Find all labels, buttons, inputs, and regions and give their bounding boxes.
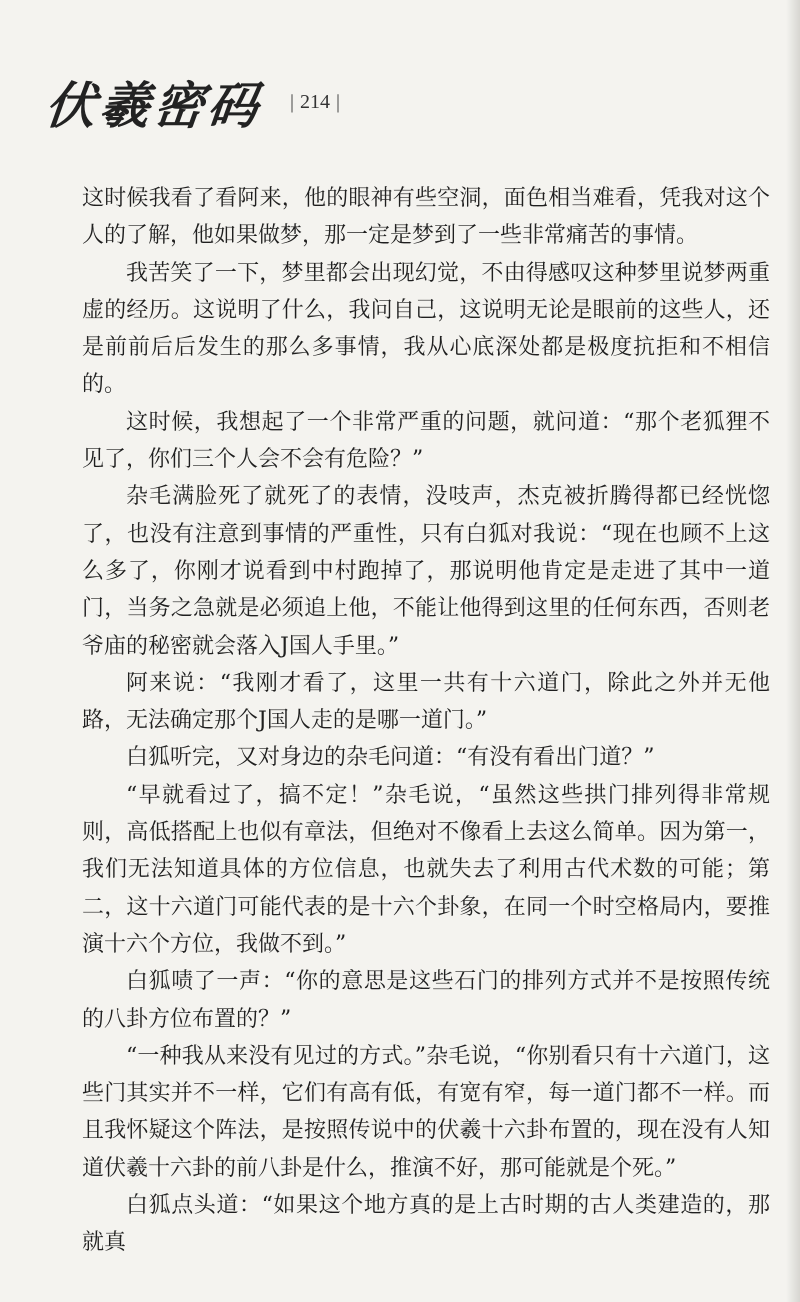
page-number-value: 214 (300, 90, 331, 113)
page-number-divider-right: | (336, 90, 341, 113)
page-header (42, 66, 346, 138)
body-text (82, 180, 770, 1262)
page-number-divider-left: | (290, 90, 295, 113)
paragraph: 白狐点头道：“如果这个地方真的是上古时期的古人类建造的，那就真 (82, 1193, 770, 1256)
paragraph: 我苦笑了一下，梦里都会出现幻觉，不由得感叹这种梦里说梦两重虚的经历。这说明了什么，我问自己，这说明无论是眼前的这些人，还是前前后后发生的那么多事情，我从心底深处都是极度抗拒和不相信的。 (82, 260, 770, 398)
page-edge-shadow (786, 0, 800, 1302)
paragraph: 这时候我看了看阿来，他的眼神有些空洞，面色相当难看，凭我对这个人的了解，他如果做梦，那一定是梦到了一些非常痛苦的事情。 (82, 186, 770, 249)
page-number (284, 91, 346, 114)
paragraph: 杂毛满脸死了就死了的表情，没吱声，杰克被折腾得都已经恍惚了，也没有注意到事情的严重性，只有白狐对我说：“现在也顾不上这么多了，你刚才说看到中村跑掉了，那说明他肯定是走进了其中一道门，当务之急就是必须追上他，不能让他得到这里的任何东西，否则老爷庙的秘密就会落入J国人手里。” (82, 484, 770, 659)
paragraph: 这时候，我想起了一个非常严重的问题，就问道：“那个老狐狸不见了，你们三个人会不会有危险？” (82, 409, 770, 473)
paragraph: “一种我从来没有见过的方式。”杂毛说，“你别看只有十六道门，这些门其实并不一样，它们有高有低，有宽有窄，每一道门都不一样。而且我怀疑这个阵法，是按照传说中的伏羲十六卦布置的，现在没有人知道伏羲十六卦的前八卦是什么，推演不好，那可能就是个死。” (82, 1043, 770, 1181)
paragraph: “早就看过了，搞不定！”杂毛说，“虽然这些拱门排列得非常规则，高低搭配上也似有章法，但绝对不像看上去这么简单。因为第一，我们无法知道具体的方位信息，也就失去了利用古代术数的可能；第二，这十六道门可能代表的是十六个卦象，在同一个时空格局内，要推演十六个方位，我做不到。” (82, 782, 770, 957)
book-title: 伏羲密码 (42, 76, 265, 135)
paragraph: 白狐啧了一声：“你的意思是这些石门的排列方式并不是按照传统的八卦方位布置的？” (82, 969, 770, 1032)
paragraph: 阿来说：“我刚才看了，这里一共有十六道门，除此之外并无他路，无法确定那个J国人走的是哪一道门。” (82, 670, 770, 734)
paragraph: 白狐听完，又对身边的杂毛问道：“有没有看出门道？” (126, 745, 655, 771)
